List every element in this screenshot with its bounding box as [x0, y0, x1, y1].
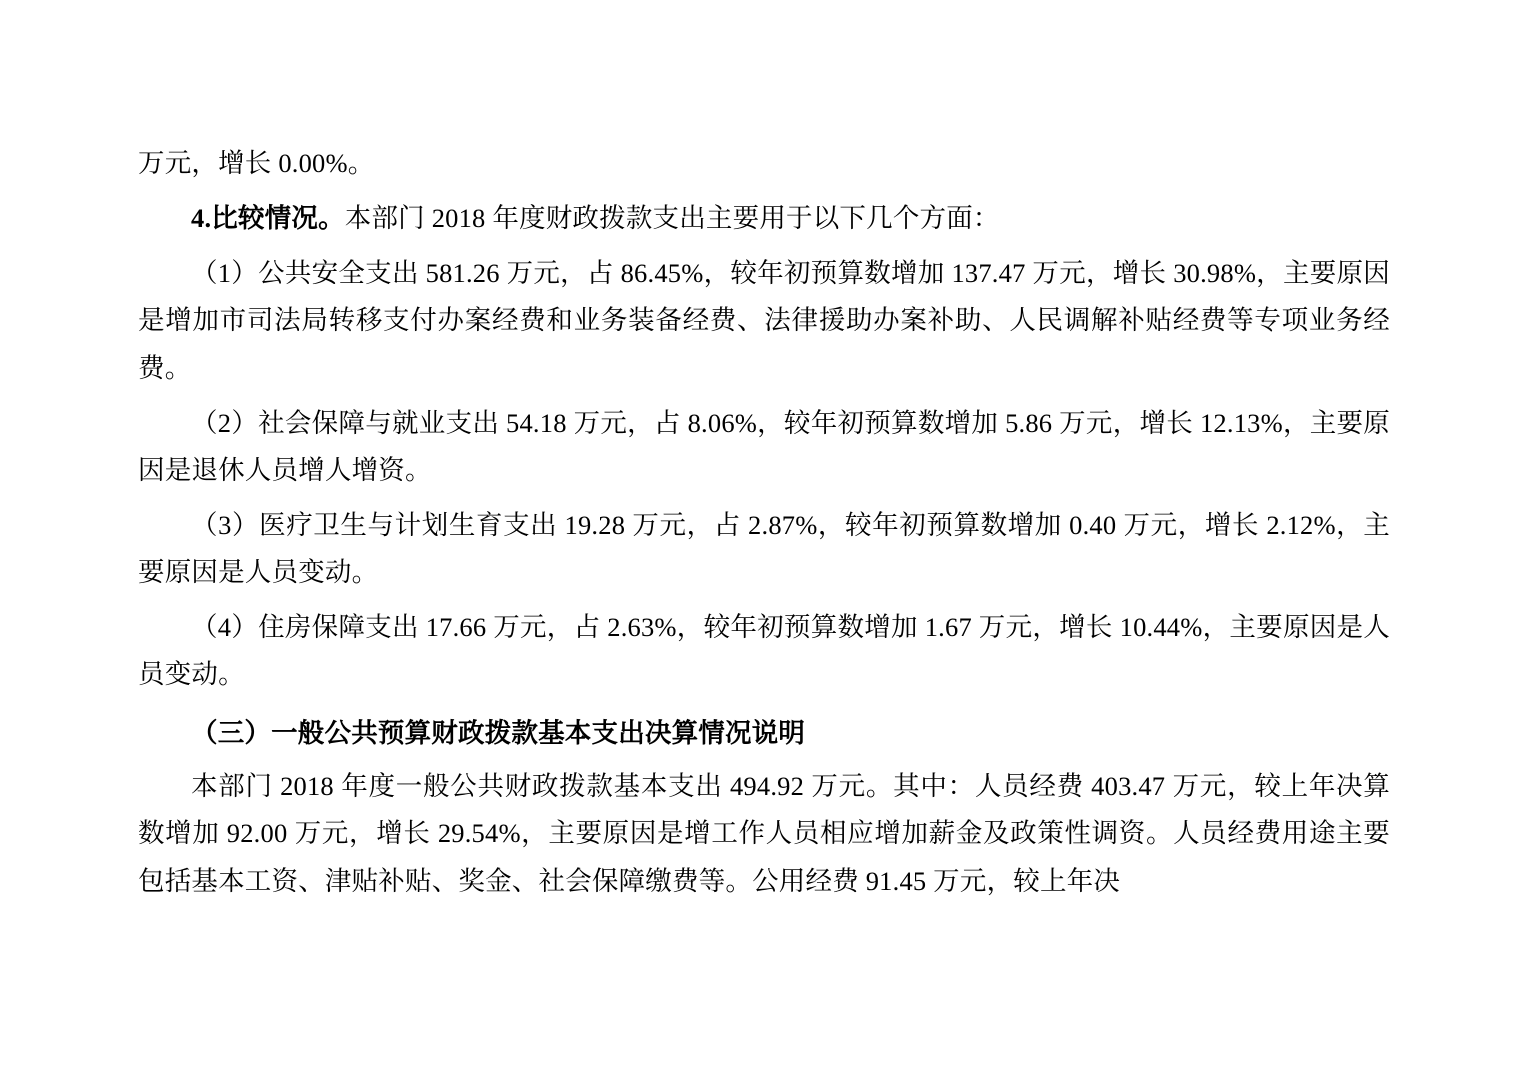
document-body: [138, 140, 1390, 905]
paragraph-item-4-housing: （4）住房保障支出 17.66 万元，占 2.63%，较年初预算数增加 1.67 万元，增长 10.44%，主要原因是人员变动。: [138, 612, 1390, 690]
paragraph-item-3-health-family-planning: （3）医疗卫生与计划生育支出 19.28 万元，占 2.87%，较年初预算数增加 0.40 万元，增长 2.12%，主要原因是人员变动。: [138, 509, 1390, 587]
paragraph-item-4-comparison: [138, 195, 1390, 242]
paragraph-item-2-social-security: （2）社会保障与就业支出 54.18 万元，占 8.06%，较年初预算数增加 5.86 万元，增长 12.13%，主要原因是退休人员增人增资。: [138, 407, 1390, 485]
comparison-body-text: 本部门 2018 年度财政拨款支出主要用于以下几个方面：: [344, 203, 1000, 234]
paragraph-item-1-public-security: （1）公共安全支出 581.26 万元，占 86.45%，较年初预算数增加 137.47 万元，增长 30.98%，主要原因是增加市司法局转移支付办案经费和业务装备经费、法律援助办案补助、人民调解补贴经费等专项业务经费。: [138, 258, 1390, 383]
comparison-lead-label: 4.比较情况。: [191, 203, 345, 234]
section-heading-basic-expenditure: （三）一般公共预算财政拨款基本支出决算情况说明: [191, 718, 806, 749]
paragraph-basic-expenditure-detail: 本部门 2018 年度一般公共财政拨款基本支出 494.92 万元。其中：人员经费 403.47 万元，较上年决算数增加 92.00 万元，增长 29.54%，主要原因是增工作人员相应增加薪金及政策性调资。人员经费用途主要包括基本工资、津贴补贴、奖金、社会保障缴费等。公用经费 91.45 万元，较上年决: [138, 771, 1390, 896]
paragraph-continuation-line: 万元，增长 0.00%。: [138, 148, 375, 178]
